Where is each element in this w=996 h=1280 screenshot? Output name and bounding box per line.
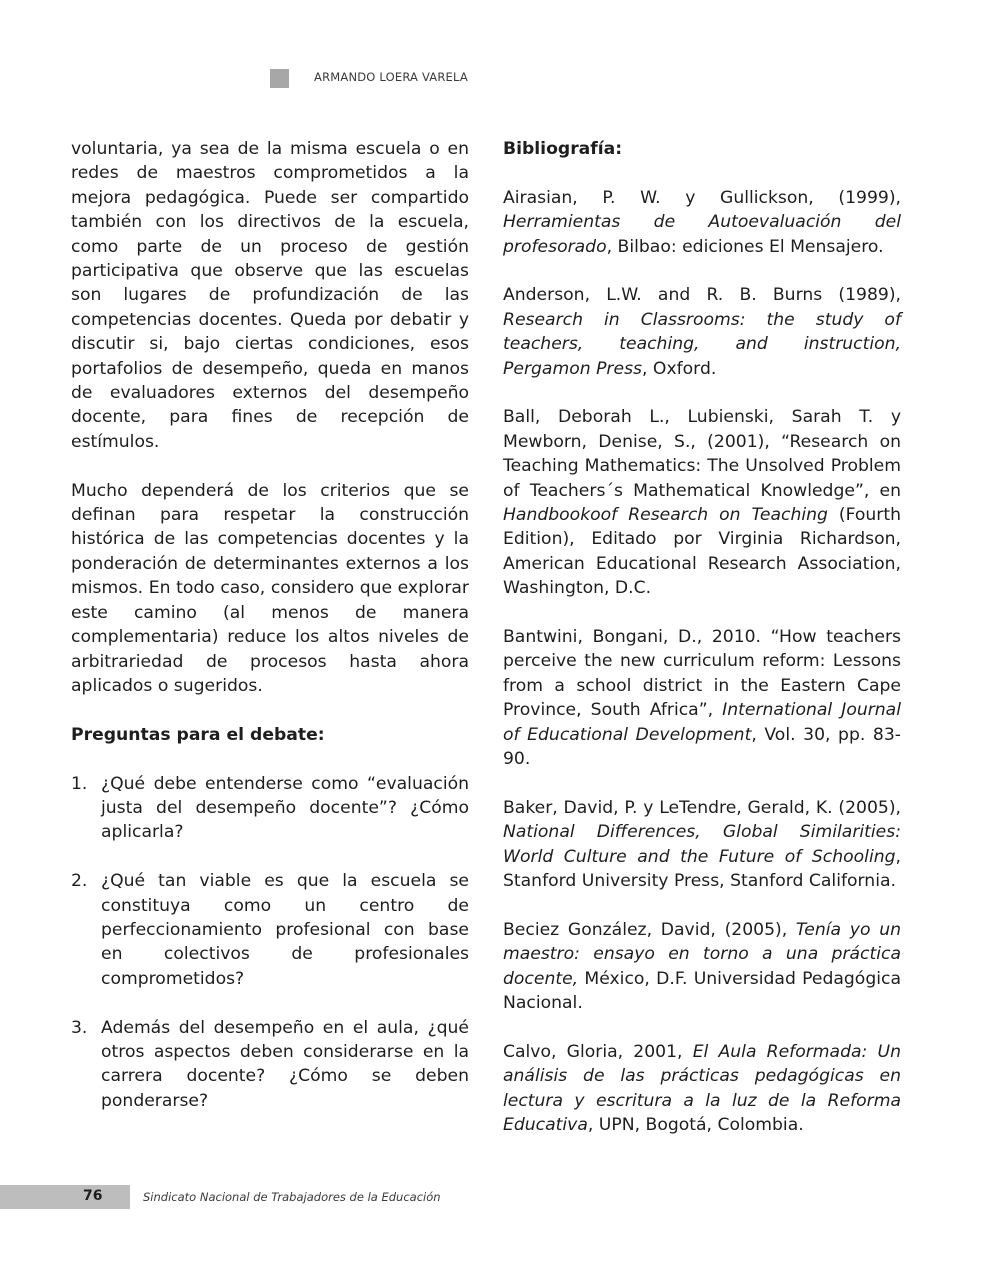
footer-bar	[0, 1185, 130, 1209]
footer-organization: Sindicato Nacional de Trabajadores de la Educación	[143, 1190, 441, 1204]
reference-text: , Bilbao: ediciones El Mensajero.	[606, 236, 884, 257]
running-header-author: ARMANDO LOERA VARELA	[314, 70, 468, 84]
reference-text: Calvo, Gloria, 2001,	[503, 1041, 693, 1062]
header-square-mark	[270, 69, 289, 88]
list-item-text: Además del desempeño en el aula, ¿qué otros aspectos deben considerarse en la carrera docente? ¿Cómo se deben ponderarse?	[101, 1017, 469, 1111]
list-item-text: ¿Qué tan viable es que la escuela se constituya como un centro de perfeccionamiento profesional con base en colectivos de profesionales comprometidos?	[101, 871, 469, 989]
reference-text: , UPN, Bogotá, Colombia.	[587, 1115, 804, 1136]
reference-title: El Aula Reformada: Un análisis de las prácticas pedagógicas en lectura y escritura a la luz de la Reforma Educativa	[503, 1041, 901, 1136]
list-item	[71, 1016, 469, 1114]
list-item-number: 2.	[71, 871, 88, 892]
reference-text: Bantwini, Bongani, D., 2010. “How teachers perceive the new curriculum reform: Lessons from a school district in the Eastern Cape Province, South Africa”,	[503, 627, 901, 721]
right-column	[503, 137, 901, 1162]
list-item-number: 3.	[71, 1017, 88, 1038]
section-heading-debate: Preguntas para el debate:	[71, 724, 325, 745]
reference-text: Airasian, P. W. y Gullickson, (1999),	[503, 187, 901, 208]
page-number: 76	[83, 1188, 103, 1204]
list-item	[71, 869, 469, 991]
reference-text: Beciez González, David, (2005),	[503, 919, 796, 940]
reference-title: Research in Classrooms: the study of teachers, teaching, and instruction, Pergamon Press	[503, 309, 901, 379]
reference-text: , Oxford.	[641, 358, 717, 379]
bibliography-entry	[503, 1040, 901, 1138]
reference-title: Handbookoof Research on Teaching	[503, 505, 828, 526]
section-heading-bibliography: Bibliografía:	[503, 139, 623, 159]
body-paragraph: voluntaria, ya sea de la misma escuela o en redes de maestros comprometidos a la mejora pedagógica. Puede ser compartido también con los directivos de la escuela, como parte de un proceso de gestión participativa que observe que las escuelas son lugares de profundización de las competencias docentes. Queda por debatir y discutir si, bajo ciertas condiciones, esos portafolios de desempeño, queda en manos de evaluadores externos del desempeño docente, para fines de recepción de estímulos.	[71, 139, 469, 452]
reference-text: Anderson, L.W. and R. B. Burns (1989),	[503, 285, 901, 306]
reference-text: México, D.F. Universidad Pedagógica Nacional.	[503, 968, 901, 1014]
list-item-number: 1.	[71, 773, 88, 794]
reference-text: , Stanford University Press, Stanford California.	[503, 846, 901, 892]
bibliography-entry	[503, 186, 901, 259]
reference-title: National Differences, Global Similarities: World Culture and the Future of Schooling	[503, 822, 901, 867]
list-item-text: ¿Qué debe entenderse como “evaluación justa del desempeño docente”? ¿Cómo aplicarla?	[101, 773, 469, 843]
reference-text: , Vol. 30, pp. 83-90.	[503, 724, 902, 770]
list-item	[71, 772, 469, 845]
bibliography-entry	[503, 796, 901, 894]
reference-title: Tenía yo un maestro: ensayo en torno a una práctica docente,	[503, 919, 901, 989]
reference-text: Baker, David, P. y LeTendre, Gerald, K. (2005),	[503, 797, 901, 818]
body-paragraph: Mucho dependerá de los criterios que se definan para respetar la construcción histórica de las competencias docentes y la ponderación de determinantes externos a los mismos. En todo caso, considero que explorar este camino (al menos de manera complementaria) reduce los altos niveles de arbitrariedad de procesos hasta ahora aplicados o sugeridos.	[71, 480, 469, 696]
reference-text: Ball, Deborah L., Lubienski, Sarah T. y Mewborn, Denise, S., (2001), “Research on Teaching Mathematics: The Unsolved Problem of Teachers´s Mathematical Knowledge”, en	[503, 407, 901, 501]
reference-title: International Journal of Educational Development	[503, 700, 901, 745]
reference-text: (Fourth Edition), Editado por Virginia Richardson, American Educational Research Association, Washington, D.C.	[503, 505, 901, 599]
left-column	[71, 137, 469, 1138]
bibliography-entry	[503, 625, 901, 771]
bibliography-entry	[503, 405, 901, 600]
reference-title: Herramientas de Autoevaluación del profesorado	[503, 212, 901, 257]
bibliography-entry	[503, 283, 901, 381]
debate-question-list	[71, 772, 469, 1114]
bibliography-entry	[503, 918, 901, 1016]
